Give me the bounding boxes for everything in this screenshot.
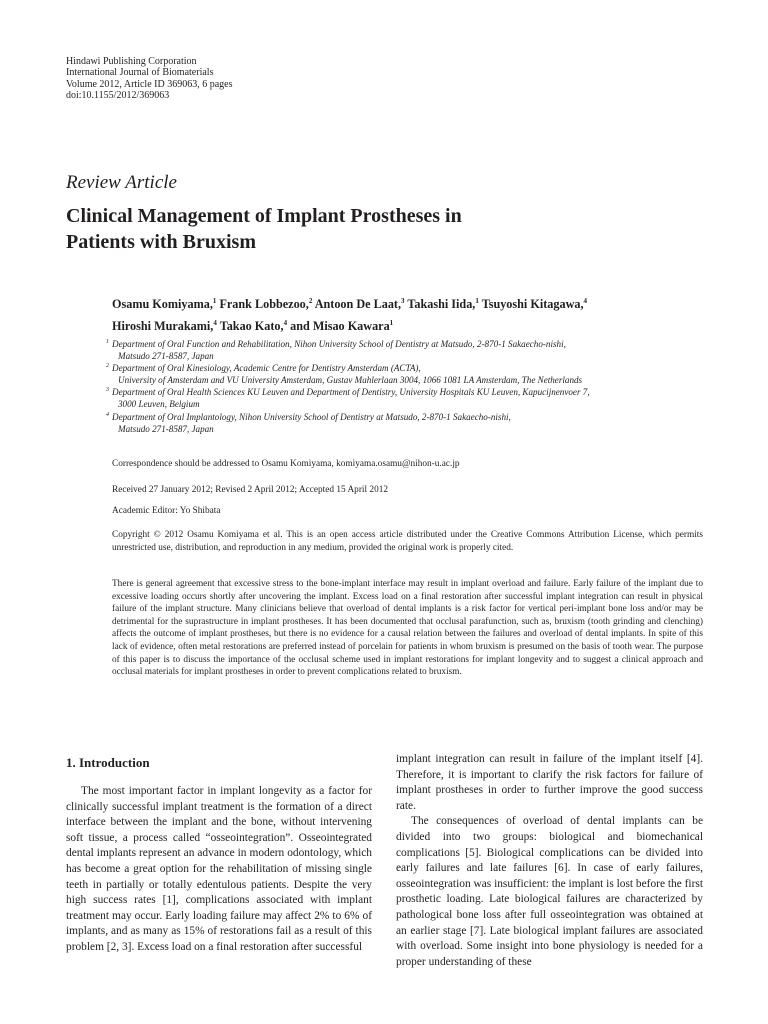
publisher: Hindawi Publishing Corporation xyxy=(66,56,197,67)
doi: doi:10.1155/2012/369063 xyxy=(66,90,170,102)
author-name: Takao Kato, xyxy=(219,318,284,333)
author-affiliation-mark: 2 xyxy=(308,297,313,305)
affiliation xyxy=(106,411,712,435)
copyright-notice: Copyright © 2012 Osamu Komiyama et al. This is an open access article distributed under the Creative Commons Attribution License, which permits unrestricted use, distribution, and reproduction in any medium, provided the original work is properly cited. xyxy=(112,530,703,553)
academic-editor: Academic Editor: Yo Shibata xyxy=(112,506,221,516)
author-name: Tsuyoshi Kitagawa, xyxy=(481,297,584,311)
affiliations xyxy=(106,338,712,435)
author-name: Osamu Komiyama, xyxy=(112,297,213,311)
affiliation-line: Matsudo 271-8587, Japan xyxy=(118,351,214,362)
author-line xyxy=(112,292,712,314)
paragraph: implant integration can result in failure of the implant itself [4]. Therefore, it is important to clarify the risk factors for failure of implant prostheses in order to further improve the good success rate. xyxy=(396,753,703,812)
author-affiliation-mark: 1 xyxy=(389,318,394,327)
paragraph: The consequences of overload of dental implants can be divided into two groups: biological and biomechanical complications [5]. Biological complications can be divided into early failures and late failures [6]. In case of early failures, osseointegration was insufficient: the implant is lost before the first prosthetic loading. Late biological failures are characterized by pathological bone loss after full osseointegration was obtained at an earlier stage [7]. Late biological implant failures are associated with overload. Some insight into bone physiology is needed for a proper understanding of these xyxy=(396,815,703,968)
author-line xyxy=(112,314,712,336)
title-line: Patients with Bruxism xyxy=(66,231,256,253)
article-type: Review Article xyxy=(66,172,177,193)
paragraph: The most important factor in implant longevity as a factor for clinically successful implant treatment is the formation of a direct interface between the implant and the bone, without intervening soft tissue, a process called “osseointegration”. Osseointegrated dental implants represent an advance in modern odontology, which has become a great option for the rehabilitation of missing single teeth in partially or totally edentulous patients. Despite the very high success rates [1], complications associated with implant treatment may occur. Early loading failure may affect 2% to 6% of implants, and as many as 15% of restorations fail as a result of this problem [2, 3]. Excess load on a final restoration after successful xyxy=(66,785,372,953)
author-affiliation-mark: 4 xyxy=(583,297,588,305)
author-list xyxy=(112,292,712,335)
affiliation xyxy=(106,338,712,362)
title-line: Clinical Management of Implant Prostheses in xyxy=(66,205,462,227)
right-column xyxy=(396,752,703,970)
dates: Received 27 January 2012; Revised 2 April 2012; Accepted 15 April 2012 xyxy=(112,485,389,495)
journal-name: International Journal of Biomaterials xyxy=(66,67,214,79)
left-column xyxy=(66,784,372,956)
author-affiliation-mark: 3 xyxy=(401,297,405,305)
author-affiliation-mark: 4 xyxy=(213,318,217,327)
affiliation-number: 2 xyxy=(106,363,109,370)
volume-info: Volume 2012, Article ID 369063, 6 pages xyxy=(66,78,233,90)
author-name: Frank Lobbezoo, xyxy=(219,297,309,311)
section-heading: 1. Introduction xyxy=(66,755,150,770)
correspondence: Correspondence should be addressed to Osamu Komiyama, komiyama.osamu@nihon-u.ac.jp xyxy=(112,459,460,469)
article-title xyxy=(66,203,626,255)
author-affiliation-mark: 1 xyxy=(212,297,217,305)
author-name: Takashi Iida, xyxy=(407,297,476,311)
affiliation-line: Matsudo 271-8587, Japan xyxy=(118,423,214,434)
affiliation-line: Department of Oral Function and Rehabilitation, Nihon University School of Dentistry at Matsudo, 2-870-1 Sakaecho-nishi, xyxy=(112,339,566,349)
affiliation-line: 3000 Leuven, Belgium xyxy=(118,399,200,410)
affiliation xyxy=(106,386,712,410)
affiliation-line: Department of Oral Implantology, Nihon University School of Dentistry at Matsudo, 2-870-1 Sakaecho-nishi, xyxy=(112,411,511,422)
affiliation-number: 1 xyxy=(106,339,109,345)
affiliation-line: Department of Oral Kinesiology, Academic Centre for Dentistry Amsterdam (ACTA), xyxy=(112,363,421,374)
author-name: and Misao Kawara xyxy=(290,318,390,333)
abstract: There is general agreement that excessive stress to the bone-implant interface may result in implant overload and failure. Early failure of the implant due to excessive loading occurs shortly after uncovering the implant. Excess load on a final restoration after successful implant integration can result in physical failure of the implant structure. Many clinicians believe that overload of dental implants is a risk factor for vertical peri-implant bone loss and/or may be detrimental for the suprastructure in implant prostheses. It has been documented that occlusal parafunction, such as, bruxism (tooth grinding and clenching) affects the outcome of implant prostheses, but there is no evidence for a causal relation between the failures and overload of dental implants. In spite of this lack of evidence, often metal restorations are preferred instead of porcelain for patients in whom bruxism is presumed on the basis of tooth wear. The purpose of this paper is to discuss the importance of the occlusal scheme used in implant restorations for implant longevity and to suggest a clinical approach and occlusal materials for implant prostheses in order to prevent complications related to bruxism. xyxy=(112,579,703,678)
author-name: Antoon De Laat, xyxy=(314,297,402,311)
affiliation-line: Department of Oral Health Sciences KU Leuven and Department of Dentistry, University Hospitals KU Leuven, Kapucijnenvoer 7, xyxy=(112,387,590,398)
affiliation-number: 3 xyxy=(106,387,109,394)
affiliation-line: University of Amsterdam and VU University Amsterdam, Gustav Mahlerlaan 3004, 1066 1081 LA Amsterdam, The Netherlands xyxy=(118,375,583,386)
affiliation xyxy=(106,362,712,386)
journal-info xyxy=(66,56,232,102)
author-affiliation-mark: 1 xyxy=(475,297,479,305)
author-affiliation-mark: 4 xyxy=(283,318,288,327)
affiliation-number: 4 xyxy=(106,411,109,418)
author-name: Hiroshi Murakami, xyxy=(112,318,214,333)
